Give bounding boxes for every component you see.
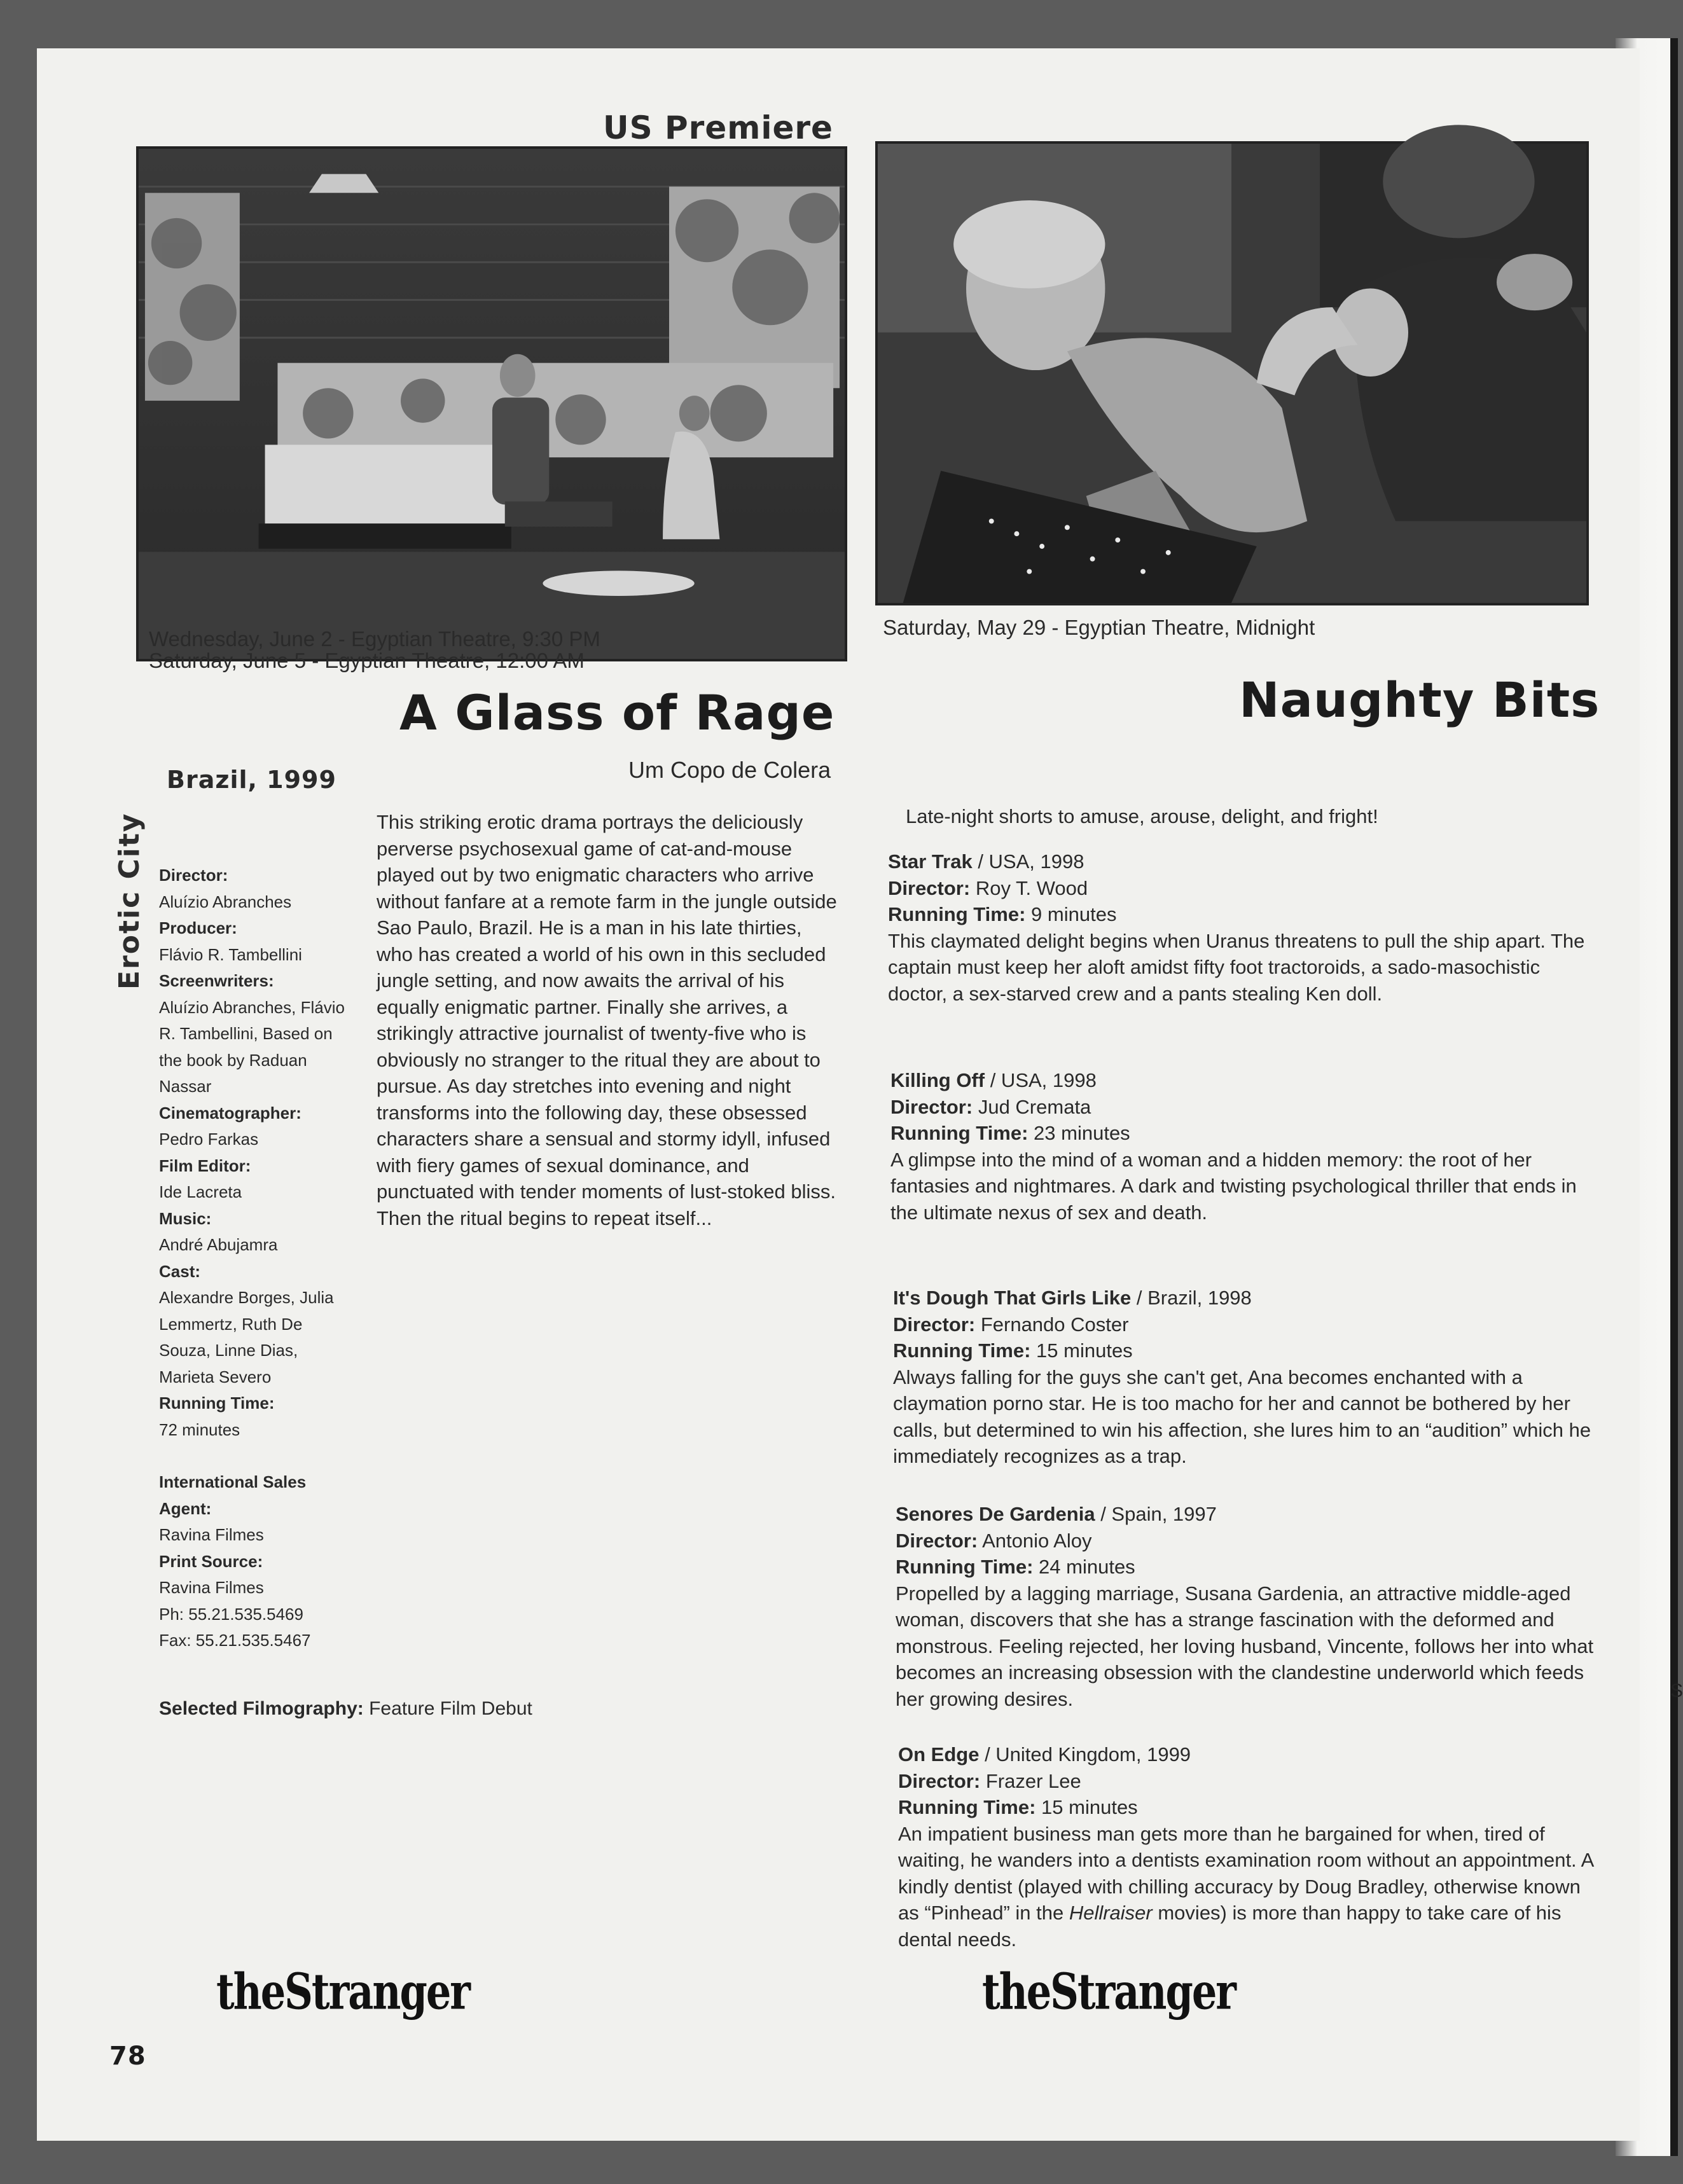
short-origin: / USA, 1998 xyxy=(972,850,1084,873)
glass-screening-2: Saturday, June 5 - Egyptian Theatre, 12:00 AM xyxy=(149,649,585,672)
short-runtime: 9 minutes xyxy=(1031,903,1117,925)
short-runtime: 15 minutes xyxy=(1041,1796,1138,1818)
sales-label: International Sales Agent: xyxy=(159,1472,307,1518)
credit-value: Aluízio Abranches xyxy=(159,892,292,911)
original-title: Um Copo de Colera xyxy=(628,757,831,783)
glass-synopsis: This striking erotic drama portrays the deliciously perverse psychosexual game of cat-and-mouse played out by two enigmatic characters who arrive without fanfare at a remote farm in the jungle outside Sao Paulo, Brazil. He is a man in his late thirties, who has created a world of his own in this secluded jungle setting, and now awaits the arrival of his equally enigmatic partner. Finally she arrives, a strikingly attractive journalist of twenty-five who is obviously no stranger to the ritual they are about to pursue. As day stretches into evening and night transforms into the following day, these obsessed characters share a sensual and stormy idyll, infused with fiery games of sexual dominance, and punctuated with tender moments of lust-stoked bliss. Then the ritual begins to repeat itself... xyxy=(377,811,837,1229)
short-director: Fernando Coster xyxy=(980,1313,1129,1336)
glass-screening-1: Wednesday, June 2 - Egyptian Theatre, 9:30 PM xyxy=(149,627,600,651)
director-label: Director: xyxy=(896,1529,978,1552)
short-origin: / United Kingdom, 1999 xyxy=(979,1743,1191,1766)
sales-label: Print Source: xyxy=(159,1551,263,1571)
short-director: Roy T. Wood xyxy=(975,876,1088,899)
short-director: Jud Cremata xyxy=(978,1095,1091,1118)
runtime-label: Running Time: xyxy=(888,903,1026,925)
filmography xyxy=(159,1698,532,1720)
director-label: Director: xyxy=(898,1769,981,1792)
director-label: Director: xyxy=(888,876,971,899)
runtime-label: Running Time: xyxy=(890,1122,1028,1144)
short-director: Frazer Lee xyxy=(985,1769,1081,1792)
credit-label: Running Time: xyxy=(159,1393,275,1413)
director-label: Director: xyxy=(890,1095,973,1118)
phone: Ph: 55.21.535.5469 xyxy=(159,1604,303,1624)
film-still-image xyxy=(139,149,845,659)
section-label-vertical: Erotic City xyxy=(113,812,146,990)
filmography-label: Selected Filmography: xyxy=(159,1698,364,1719)
short-description: Propelled by a lagging marriage, Susana Gardenia, an attractive middle-aged woman, discovers that she has a strange fascination with the deformed and monstrous. Feeling rejected, her loving husband, Vincente, follows her into what becomes an increasing obsession with the clandestine underworld which feeds her growing desires. xyxy=(896,1582,1594,1710)
credit-value: Alexandre Borges, Julia Lemmertz, Ruth De Souza, Linne Dias, Marieta Severo xyxy=(159,1288,334,1386)
short-runtime: 23 minutes xyxy=(1034,1122,1130,1144)
credit-label: Cast: xyxy=(159,1261,201,1281)
short-entry xyxy=(893,1285,1599,1470)
credit-label: Music: xyxy=(159,1208,212,1228)
short-origin: / Spain, 1997 xyxy=(1095,1503,1217,1525)
short-origin: / USA, 1998 xyxy=(985,1069,1097,1091)
short-description-italic: Hellraiser xyxy=(1069,1902,1153,1924)
short-entry xyxy=(890,1067,1590,1226)
short-title: Senores De Gardenia xyxy=(896,1503,1095,1525)
the-stranger-logo-right: theStranger xyxy=(982,1963,1235,2021)
glass-title: A Glass of Rage xyxy=(399,684,835,741)
short-runtime: 24 minutes xyxy=(1039,1556,1135,1578)
claymation-still-image xyxy=(878,144,1586,603)
short-entry xyxy=(888,848,1588,1007)
runtime-label: Running Time: xyxy=(898,1796,1036,1818)
credit-value: Aluízio Abranches, Flávio R. Tambellini, Based on the book by Raduan Nassar xyxy=(159,997,345,1096)
director-label: Director: xyxy=(893,1313,976,1336)
short-title: Star Trak xyxy=(888,850,973,873)
credit-value: Flávio R. Tambellini xyxy=(159,944,302,964)
credit-value: André Abujamra xyxy=(159,1235,278,1254)
sales-value: Ravina Filmes xyxy=(159,1525,264,1544)
short-origin: / Brazil, 1998 xyxy=(1131,1287,1252,1309)
page-number: 78 xyxy=(109,2042,146,2071)
short-title: Killing Off xyxy=(890,1069,985,1091)
credit-label: Director: xyxy=(159,866,228,885)
short-title: On Edge xyxy=(898,1743,980,1766)
magazine-page xyxy=(37,48,1640,2141)
credit-label: Screenwriters: xyxy=(159,971,274,990)
short-description xyxy=(898,1821,1598,1953)
short-runtime: 15 minutes xyxy=(1036,1339,1133,1362)
credit-value: Pedro Farkas xyxy=(159,1130,259,1149)
short-entry xyxy=(896,1501,1595,1712)
adjacent-page-letter: S xyxy=(1670,1680,1683,1701)
credits-block xyxy=(159,862,356,1654)
naughty-bits-still-photo xyxy=(875,141,1589,605)
premiere-heading: US Premiere xyxy=(603,109,833,146)
naughty-tagline: Late-night shorts to amuse, arouse, delight, and fright! xyxy=(906,805,1378,827)
runtime-label: Running Time: xyxy=(896,1556,1034,1578)
credit-label: Film Editor: xyxy=(159,1156,251,1175)
short-description: Always falling for the guys she can't get, Ana becomes enchanted with a claymation porno star. He is too macho for her and cannot be bothered by her calls, but determined to win his affection, she lures him to an “audition” which he immediately recognizes as a trap. xyxy=(893,1365,1591,1467)
runtime-label: Running Time: xyxy=(893,1339,1031,1362)
short-director: Antonio Aloy xyxy=(982,1529,1092,1552)
naughty-screening: Saturday, May 29 - Egyptian Theatre, Midnight xyxy=(883,616,1315,639)
credit-label: Cinematographer: xyxy=(159,1103,301,1123)
filmography-value: Feature Film Debut xyxy=(363,1698,532,1719)
short-entry xyxy=(898,1741,1598,1952)
credit-label: Producer: xyxy=(159,918,237,937)
short-title: It's Dough That Girls Like xyxy=(893,1287,1132,1309)
credit-value: 72 minutes xyxy=(159,1420,240,1439)
fax: Fax: 55.21.535.5467 xyxy=(159,1631,311,1650)
sales-value: Ravina Filmes xyxy=(159,1578,264,1597)
short-description: This claymated delight begins when Uranus threatens to pull the ship apart. The captain must keep her aloft amidst fifty foot tractoroids, a sado-masochistic doctor, a sex-starved crew and a pants stealing Ken doll. xyxy=(888,929,1585,1005)
short-description-part: An impatient business man gets more than he bargained for when, tired of waiting, he wanders into a dentists examination room without an appointment. A kindly dentist (played with chilling accuracy by Doug Bradley, otherwise known as “Pinhead” in the xyxy=(898,1822,1593,1924)
short-description-part: movies) is more than happy to take care of his dental needs. xyxy=(898,1902,1562,1951)
naughty-title: Naughty Bits xyxy=(1239,672,1600,728)
credit-value: Ide Lacreta xyxy=(159,1182,242,1201)
short-description: A glimpse into the mind of a woman and a hidden memory: the root of her fantasies and nightmares. A dark and twisting psychological thriller that ends in the ultimate nexus of sex and death. xyxy=(890,1148,1577,1224)
glass-of-rage-still-photo xyxy=(136,146,847,661)
the-stranger-logo-left: theStranger xyxy=(216,1963,469,2021)
country-year: Brazil, 1999 xyxy=(167,766,336,794)
